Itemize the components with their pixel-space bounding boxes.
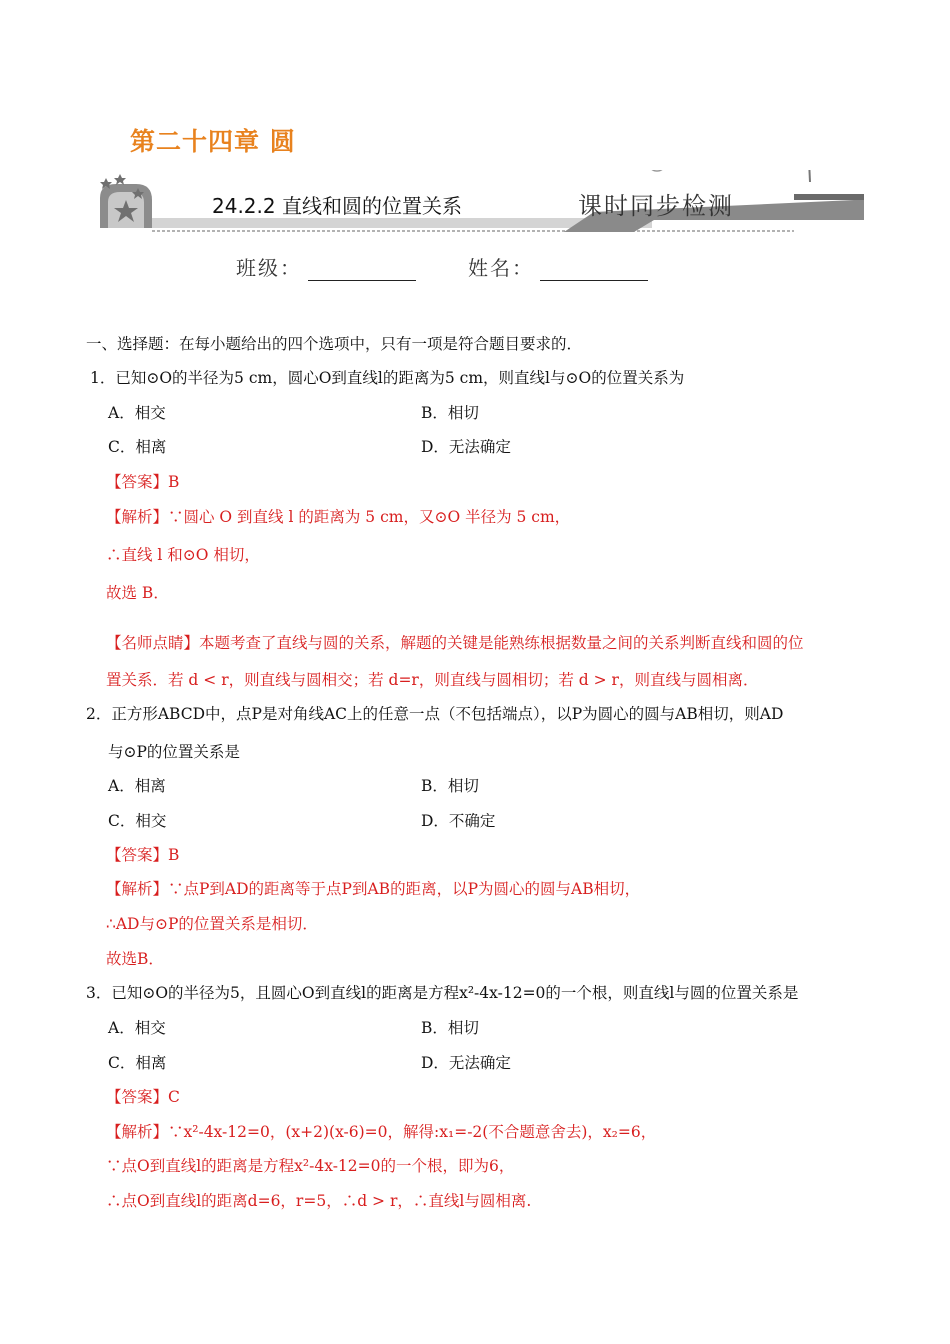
q3-stem-line bbox=[0, 981, 950, 1005]
name-blank bbox=[540, 260, 648, 281]
name-label: 姓名： bbox=[468, 256, 534, 280]
q1-explanation-3 bbox=[0, 581, 950, 605]
q3-answer-line bbox=[0, 1085, 950, 1109]
q3-exp1: 【解析】∵x²-4x-12=0，(x+2)(x-6)=0，解得:x₁=-2(不合题意舍去)，x₂=6， bbox=[106, 1123, 657, 1141]
q2-answer-line bbox=[0, 843, 950, 867]
bubble-icon bbox=[648, 170, 666, 171]
q2-option-b: B．相切 bbox=[421, 777, 479, 795]
q1-option-b: B．相切 bbox=[421, 404, 479, 422]
q3-exp3: ∴点O到直线l的距离d=6，r=5，∴d > r，∴直线l与圆相离. bbox=[106, 1192, 532, 1210]
q2-option-d: D．不确定 bbox=[421, 812, 496, 830]
q2-explanation-1 bbox=[0, 877, 950, 901]
q1-option-d: D．无法确定 bbox=[421, 438, 511, 456]
section-heading: 一、选择题：在每小题给出的四个选项中，只有一项是符合题目要求的． bbox=[86, 335, 583, 353]
q1-tip1: 【名师点睛】本题考查了直线与圆的关系，解题的关键是能熟练根据数量之间的关系判断直线和圆的位 bbox=[106, 634, 804, 652]
class-blank bbox=[308, 260, 416, 281]
q3-explanation-2 bbox=[0, 1154, 950, 1178]
class-label: 班级： bbox=[236, 256, 302, 280]
q1-answer-line bbox=[0, 470, 950, 494]
q1-exp3: 故选 B． bbox=[106, 584, 169, 602]
q1-explanation-1 bbox=[0, 505, 950, 529]
q2-stem2: 与⊙P的位置关系是 bbox=[108, 743, 240, 761]
q2-stem-line-1 bbox=[0, 702, 950, 726]
q2-option-a: A．相离 bbox=[108, 777, 166, 795]
series-title: 课时同步检测 bbox=[578, 192, 734, 220]
q1-exp2: ∴直线 l 和⊙O 相切， bbox=[106, 546, 260, 564]
q3-option-b: B．相切 bbox=[421, 1019, 479, 1037]
q3-options-row2 bbox=[0, 1051, 950, 1075]
q1-options-row1 bbox=[0, 401, 950, 425]
q3-exp2: ∵点O到直线l的距离是方程x²-4x-12=0的一个根，即为6， bbox=[106, 1157, 515, 1175]
q2-options-row2 bbox=[0, 809, 950, 833]
q3-explanation-1 bbox=[0, 1120, 950, 1144]
q2-exp1: 【解析】∵点P到AD的距离等于点P到AB的距离，以P为圆心的圆与AB相切， bbox=[106, 880, 641, 898]
desk-lamp-icon bbox=[730, 170, 810, 182]
q2-exp2: ∴AD与⊙P的位置关系是相切． bbox=[106, 915, 318, 933]
q2-options-row1 bbox=[0, 774, 950, 798]
q1-option-c: C．相离 bbox=[108, 438, 167, 456]
q2-explanation-2 bbox=[0, 912, 950, 936]
q2-exp3: 故选B． bbox=[106, 950, 164, 968]
q3-option-c: C．相离 bbox=[108, 1054, 167, 1072]
section-title: 24.2.2 直线和圆的位置关系 bbox=[212, 194, 462, 218]
q1-options-row2 bbox=[0, 435, 950, 459]
q3-option-d: D．无法确定 bbox=[421, 1054, 511, 1072]
chapter-title: 第二十四章 圆 bbox=[130, 127, 296, 156]
q1-option-a: A．相交 bbox=[108, 404, 166, 422]
q1-explanation-2 bbox=[0, 543, 950, 567]
q1-stem-line bbox=[0, 366, 950, 390]
q1-tip-1 bbox=[0, 631, 950, 655]
q2-explanation-3 bbox=[0, 947, 950, 971]
q2-answer: 【答案】B bbox=[106, 846, 180, 864]
q3-stem: 3．已知⊙O的半径为5，且圆心O到直线l的距离是方程x²-4x-12=0的一个根，则直线l与圆的位置关系是 bbox=[86, 984, 799, 1002]
q2-stem-line-2 bbox=[0, 740, 950, 764]
star-badge-icon bbox=[100, 174, 152, 228]
header-banner bbox=[94, 170, 864, 240]
q3-explanation-3 bbox=[0, 1189, 950, 1213]
name-field bbox=[468, 252, 648, 281]
q2-stem1: 2．正方形ABCD中，点P是对角线AC上的任意一点（不包括端点），以P为圆心的圆与AB相切，则AD bbox=[86, 705, 784, 723]
q3-option-a: A．相交 bbox=[108, 1019, 166, 1037]
class-field bbox=[236, 252, 416, 281]
section-heading-line bbox=[0, 332, 950, 356]
q1-answer: 【答案】B bbox=[106, 473, 180, 491]
q1-tip-2 bbox=[0, 668, 950, 692]
q3-answer: 【答案】C bbox=[106, 1088, 180, 1106]
q1-exp1: 【解析】∵圆心 O 到直线 l 的距离为 5 cm，又⊙O 半径为 5 cm， bbox=[106, 508, 571, 526]
q1-stem: 1．已知⊙O的半径为5 cm，圆心O到直线l的距离为5 cm，则直线l与⊙O的位置关系为 bbox=[90, 369, 685, 387]
q2-option-c: C．相交 bbox=[108, 812, 167, 830]
q1-tip2: 置关系．若 d < r，则直线与圆相交；若 d=r，则直线与圆相切；若 d > r，则直线与圆相离． bbox=[106, 671, 759, 689]
q3-options-row1 bbox=[0, 1016, 950, 1040]
